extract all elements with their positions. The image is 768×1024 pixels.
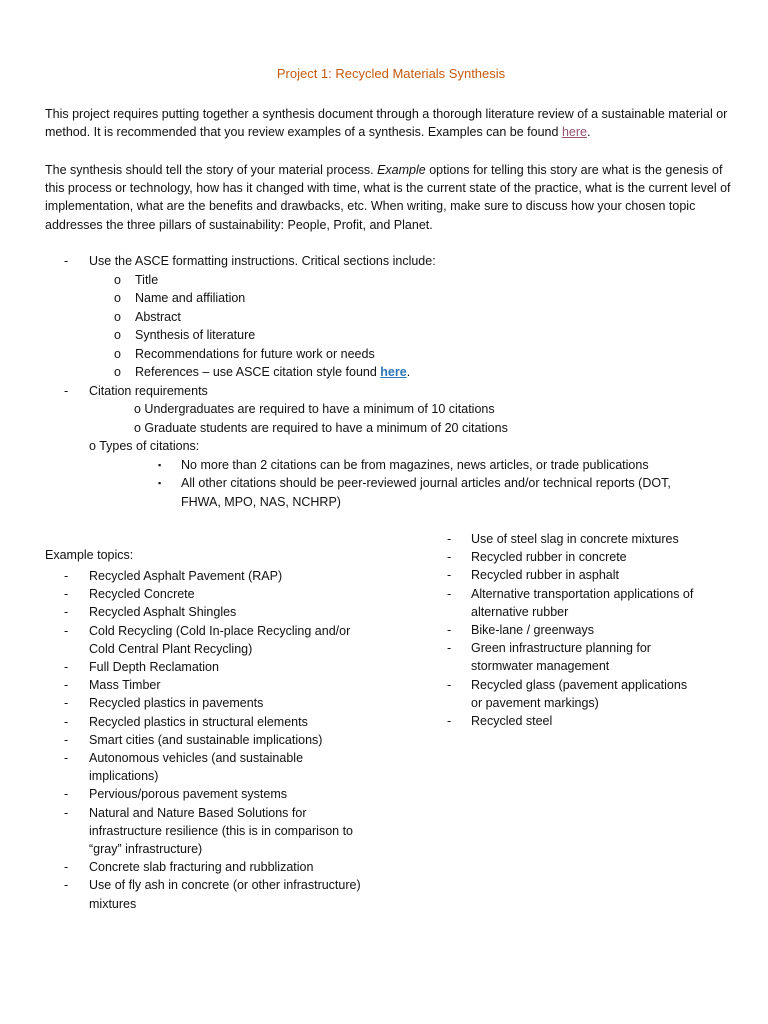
section-item: Name and affiliation [135,291,246,305]
topic-text: Recycled steel [471,714,553,729]
topic-text: Recycled glass (pavement applications or pavement markings) [471,677,688,710]
list-item [0,876,440,912]
topic-text: Smart cities (and sustainable implications) [89,732,323,747]
o-bullet: o [114,365,121,379]
topic-text: Green infrastructure planning for stormwater management [471,641,651,674]
intro-text: This project requires putting together a synthesis document through a thorough literature review of a sustainable material or method. It is recommended that you review examples of a synthesis. Examples can be found [45,107,728,140]
references-text: References – use ASCE citation style found [135,365,381,379]
topic-text: Use of steel slag in concrete mixtures [471,532,679,546]
list-item [0,858,440,876]
topic-text: Use of fly ash in concrete (or other infrastructure) mixtures [89,878,361,911]
list-item [0,289,768,308]
dash-bullet: - [447,641,452,656]
list-item [0,749,440,785]
dash-bullet: - [64,714,69,729]
topic-text: Natural and Nature Based Solutions for infrastructure resilience (this is in comparison to “gray” infrastructure) [89,805,353,857]
citation-type: No more than 2 citations can be from magazines, news articles, or trade publications [181,457,649,472]
list-item [0,731,440,749]
story-before: The synthesis should tell the story of your material process. [45,163,378,177]
examples-link[interactable]: here [561,125,587,140]
dash-bullet: - [64,587,69,602]
section-item: Synthesis of literature [135,328,256,342]
topic-text: Recycled plastics in structural elements [89,714,308,729]
dash-bullet: - [447,677,452,692]
citation-label: Citation requirements [89,383,208,398]
dash-bullet: - [64,678,69,693]
section-item: Title [135,272,159,287]
references-item [135,363,410,382]
dash-bullet: - [447,568,452,583]
dash-bullet: - [64,860,69,875]
list-item [0,530,768,548]
types-label: o Types of citations: [89,439,200,453]
list-item [0,621,768,639]
dash-bullet: - [64,787,69,802]
topics-right-column [0,530,768,730]
list-item [0,437,768,456]
intro-end: . [586,125,591,140]
list-item [0,474,768,511]
list-item [0,676,768,712]
list-item [0,585,768,621]
dash-bullet: - [64,383,69,398]
list-item [0,363,768,382]
list-item [0,345,768,364]
list-item [0,785,440,803]
dash-bullet: - [447,714,452,729]
grad-requirement: o Graduate students are required to have a minimum of 20 citations [134,420,508,435]
dash-bullet: - [64,751,69,766]
topic-text: Autonomous vehicles (and sustainable implications) [89,751,304,784]
dash-bullet: - [64,254,69,268]
topic-text: Mass Timber [89,678,161,693]
story-after: options for telling this story are what is the genesis of this process or technology, how has it changed with time, what is the current state of the practice, what is the current level of implementation, what are the benefits and drawbacks, etc. When writing, make sure to discuss how your chosen topic addresses the three pillars of sustainability: People, Profit, and Planet. [45,163,731,232]
list-item [0,400,768,419]
topic-text: Recycled Asphalt Pavement (RAP) [89,569,283,583]
list-item [0,271,768,290]
list-item [0,639,768,675]
dash-bullet: - [64,732,69,747]
topic-text: Full Depth Reclamation [89,660,219,675]
square-bullet: ▪ [158,459,162,470]
intro-paragraph [45,105,735,141]
o-bullet: o [114,309,121,324]
dash-bullet: - [64,623,69,638]
dash-bullet: - [64,805,69,820]
undergrad-requirement: o Undergraduates are required to have a minimum of 10 citations [134,402,495,416]
list-item [0,456,768,475]
dash-bullet: - [64,696,69,711]
section-item: Recommendations for future work or needs [135,346,375,361]
citation-type: All other citations should be peer-reviewed journal articles and/or technical reports (DOT, FHWA, MPO, NAS, NCHRP) [181,476,671,509]
story-emphasis: Example [377,163,426,177]
references-end: . [406,365,411,379]
topic-text: Recycled rubber in concrete [471,550,627,565]
o-bullet: o [114,272,121,287]
topic-text: Concrete slab fracturing and rubblization [89,860,314,875]
list-item [0,308,768,327]
topic-text: Recycled Asphalt Shingles [89,605,237,620]
list-item [0,252,768,271]
dash-bullet: - [447,550,452,565]
list-item [0,419,768,438]
list-item [0,326,768,345]
list-item [0,548,768,566]
dash-bullet: - [64,878,69,893]
list-item [0,382,768,401]
topic-text: Recycled rubber in asphalt [471,568,619,583]
dash-bullet: - [447,532,452,546]
topic-text: Recycled plastics in pavements [89,696,264,711]
topic-text: Alternative transportation applications of alternative rubber [471,586,694,619]
dash-bullet: - [447,586,452,601]
requirements-list [0,252,768,511]
dash-bullet: - [64,605,69,620]
topic-text: Bike-lane / greenways [471,623,594,638]
dash-bullet: - [447,623,452,638]
list-item [0,804,440,859]
page-title: Project 1: Recycled Materials Synthesis [276,66,506,81]
list-item [0,712,768,730]
o-bullet: o [114,346,121,361]
square-bullet: ▪ [158,478,162,488]
dash-bullet: - [64,660,69,675]
story-paragraph [45,161,735,234]
dash-bullet: - [64,569,69,583]
list-item [0,566,768,584]
o-bullet: o [114,291,121,305]
o-bullet: o [114,328,121,342]
topics-heading: Example topics: [45,548,134,562]
section-item: Abstract [135,309,181,324]
asce-label: Use the ASCE formatting instructions. Critical sections include: [89,254,436,268]
topic-text: Cold Recycling (Cold In-place Recycling and/or Cold Central Plant Recycling) [89,623,351,656]
topic-text: Recycled Concrete [89,587,195,602]
topic-text: Pervious/porous pavement systems [89,787,288,802]
asce-style-link[interactable]: here [380,365,407,379]
